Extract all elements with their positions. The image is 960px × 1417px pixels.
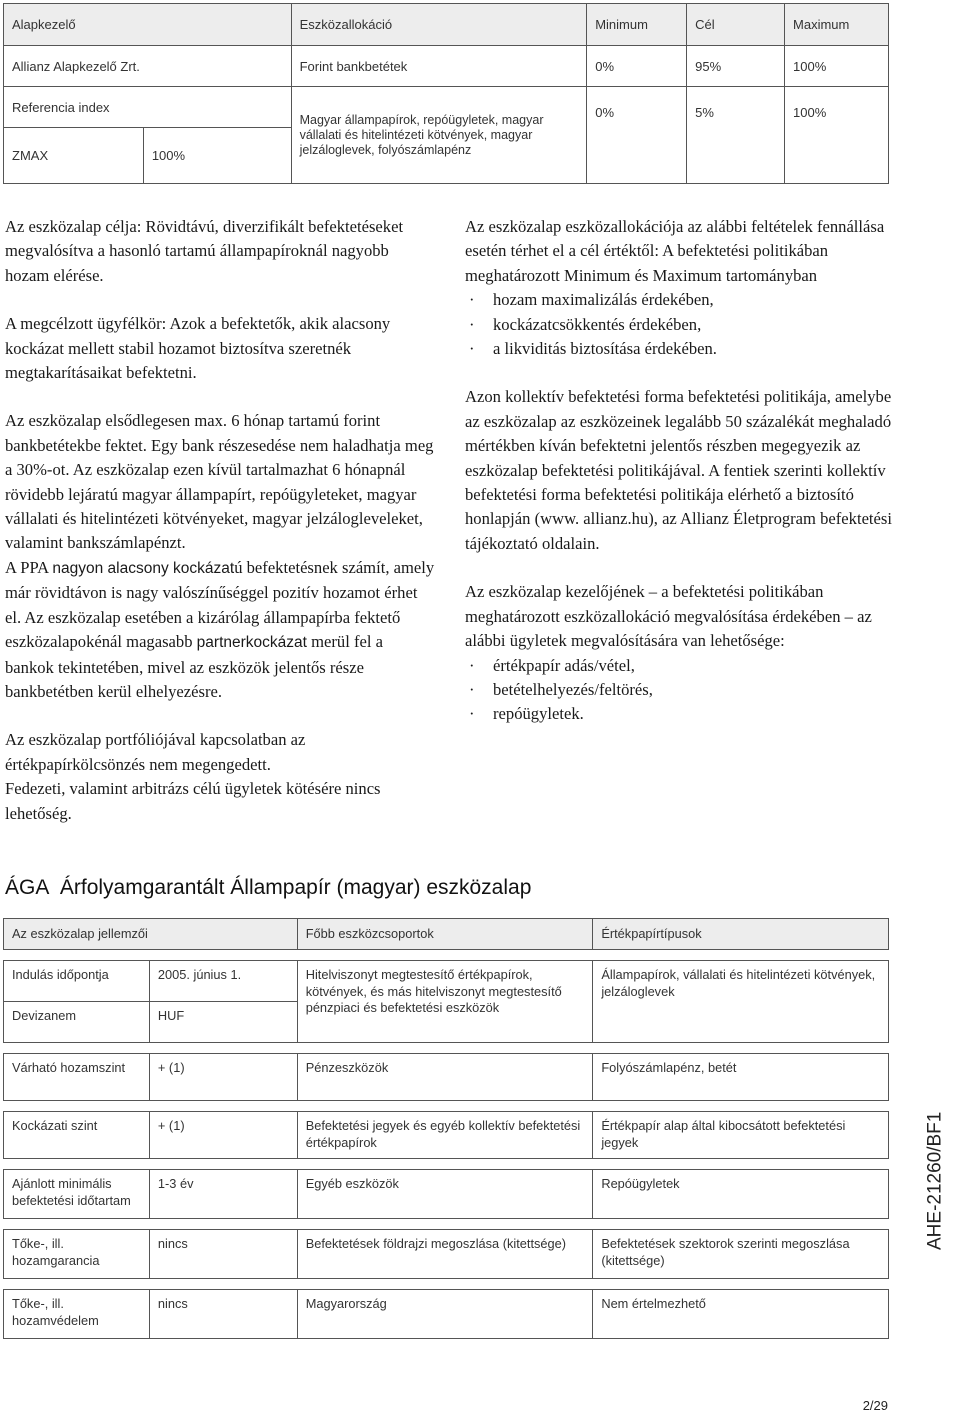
header-asset-groups: Főbb eszközcsoportok [297,919,593,950]
row-group: Pénzeszközök [297,1054,593,1101]
list-item: · betételhelyezés/feltörés, [465,678,895,702]
row-type: Értékpapír alap által kibocsátott befektetési jegyek [593,1112,889,1159]
list-item: · hozam maximalizálás érdekében, [465,288,895,312]
row-group: Befektetési jegyek és egyéb kollektív befektetési értékpapírok [297,1112,593,1159]
table-row [4,1170,889,1219]
table-row [4,961,889,1002]
manager-target: 95% [687,46,785,87]
list-item: · a likviditás biztosítása érdekében. [465,337,895,361]
reference-allocation: Magyar állampapírok, repóügyletek, magyar vállalati és hitelintézeti kötvények, magyar jelzáloglevek, folyószámlapénz [291,87,587,184]
row-label: Kockázati szint [4,1112,150,1159]
row-type: Befektetések szektorok szerinti megoszlása (kitettsége) [593,1230,889,1279]
row-group: Egyéb eszközök [297,1170,593,1219]
table-row [4,1112,889,1159]
row-label: Tőke-, ill. hozamvédelem [4,1290,150,1339]
page-number: 2/29 [862,1398,888,1413]
row-group: Magyarország [297,1290,593,1339]
partner-risk-highlight: partnerkockázat [196,634,307,652]
risk-highlight: nagyon alacsony kockázat [52,559,235,577]
security-type-1: Állampapírok, vállalati és hitelintézeti kötvények, jelzáloglevek [593,961,889,1043]
row-label: Ajánlott minimális befektetési időtartam [4,1170,150,1219]
header-manager: Alapkezelő [4,4,292,46]
table-row [4,1290,889,1339]
allocation-header-row [4,4,889,46]
table-row [4,1230,889,1279]
row-label: Várható hozamszint [4,1054,150,1101]
investment-focus: Az eszközalap elsődlegesen max. 6 hónap tartamú forint bankbetétekbe fektet. Egy bank részesedése nem haladhatja meg a 30%-ot. Az eszközalap ezen kívül tartalmazhat 6 hónapnál rövidebb lejáratú magyar állampapírt, repóügyleteket, magyar vállalati és hitelintézeti kötvényeket, magyar jelzálogleveleket, valamint bankszámlapénzt. [5,411,434,553]
header-characteristics: Az eszközalap jellemzői [4,919,298,950]
row-value: nincs [149,1290,297,1339]
securities-lending-note: Az eszközalap portfóliójával kapcsolatban az értékpapírkölcsönzés nem megengedett. [5,730,306,774]
hedging-note: Fedezeti, valamint arbitrázs célú ügyletek kötésére nincs lehetőség. [5,779,381,823]
header-target: Cél [687,4,785,46]
document-code: AHE-21260/BF1 [924,1111,945,1250]
manager-min: 0% [587,46,687,87]
row-value: nincs [149,1230,297,1279]
reference-index: ZMAX [4,128,144,184]
list-item: · értékpapír adás/vétel, [465,654,895,678]
section-title: ÁGA Árfolyamgarantált Állampapír (magyar) eszközalap [5,876,532,899]
collective-investment-note: Azon kollektív befektetési forma befektetési politikája, amelybe az eszközalap az eszközeinek legalább 50 százalékát meghaladó mértékben kíván befektetni jelentős részben megegyezik az eszközalap befektetési politikájával. A fentiek szerinti kollektív befektetési forma befektetési politikája elérhető a biztosító honlapján (www. allianz.hu), az Allianz Életprogram befektetési tájékoztató oldalain. [465,387,892,553]
risk-description: A PPA nagyon alacsony kockázatú befektetésnek számít, amely már rövidtávon is nagy valószínűséggel pozitív hozamot érhet el. Az eszközalap esetében a kizárólag állampapírba fektető eszközalapokénál magasabb partnerkockázat merül fel a bankok tekintetében, mivel az eszközök jelentős része bankbetétben kerül elhelyezésre. [5,557,435,701]
target-clients: A megcélzott ügyfélkör: Azok a befektetők, akik alacsony kockázat mellett stabil hozamot biztosítva szeretnék megtakarításaikat befektetni. [5,314,391,383]
list-item: · repóügyletek. [465,702,895,726]
row-value: + (1) [149,1112,297,1159]
allocation-table [3,3,889,184]
fund-objective: Az eszközalap célja: Rövidtávú, diverzifikált befektetéseket megvalósítva a hasonló tartamú állampapíroknál nagyobb hozam elérése. [5,217,404,285]
row-value: + (1) [149,1054,297,1101]
row-type: Folyószámlapénz, betét [593,1054,889,1101]
row-group: Befektetések földrajzi megoszlása (kitettsége) [297,1230,593,1279]
currency-value: HUF [149,1002,297,1043]
reference-label: Referencia index [4,87,292,128]
reference-min: 0% [587,87,687,184]
manager-row [4,46,889,87]
reference-weight: 100% [143,128,291,184]
right-text-column [465,215,895,727]
manager-name: Allianz Alapkezelő Zrt. [4,46,292,87]
reference-max: 100% [785,87,889,184]
header-allocation: Eszközallokáció [291,4,587,46]
table-row [4,1054,889,1101]
fund-features-table [3,918,889,1339]
reference-label-row [4,87,889,128]
manager-transactions-intro: Az eszközalap kezelőjének – a befektetési politikában meghatározott eszközallokáció megvalósítása érdekében – az alábbi ügyletek megvalósítására van lehetősége: [465,582,872,651]
row-value: 1-3 év [149,1170,297,1219]
features-header-row [4,919,889,950]
start-date-value: 2005. június 1. [149,961,297,1002]
transactions-list [465,654,895,727]
reference-target: 5% [687,87,785,184]
header-minimum: Minimum [587,4,687,46]
left-text-column [5,215,435,826]
header-maximum: Maximum [785,4,889,46]
row-type: Nem értelmezhető [593,1290,889,1339]
manager-max: 100% [785,46,889,87]
row-type: Repóügyletek [593,1170,889,1219]
list-item: · kockázatcsökkentés érdekében, [465,313,895,337]
asset-group-1: Hitelviszonyt megtestesítő értékpapírok, kötvények, és más hitelviszonyt megtestesítő pénzpiaci és befektetési eszközök [297,961,593,1043]
row-label: Tőke-, ill. hozamgarancia [4,1230,150,1279]
start-date-label: Indulás időpontja [4,961,150,1002]
currency-label: Devizanem [4,1002,150,1043]
deviation-reasons-list [465,288,895,361]
allocation-deviation: Az eszközalap eszközallokációja az alábbi feltételek fennállása esetén térhet el a cél értéktől: A befektetési politikában meghatározott Minimum és Maximum tartományban [465,217,885,285]
manager-allocation: Forint bankbetétek [291,46,587,87]
header-security-types: Értékpapírtípusok [593,919,889,950]
